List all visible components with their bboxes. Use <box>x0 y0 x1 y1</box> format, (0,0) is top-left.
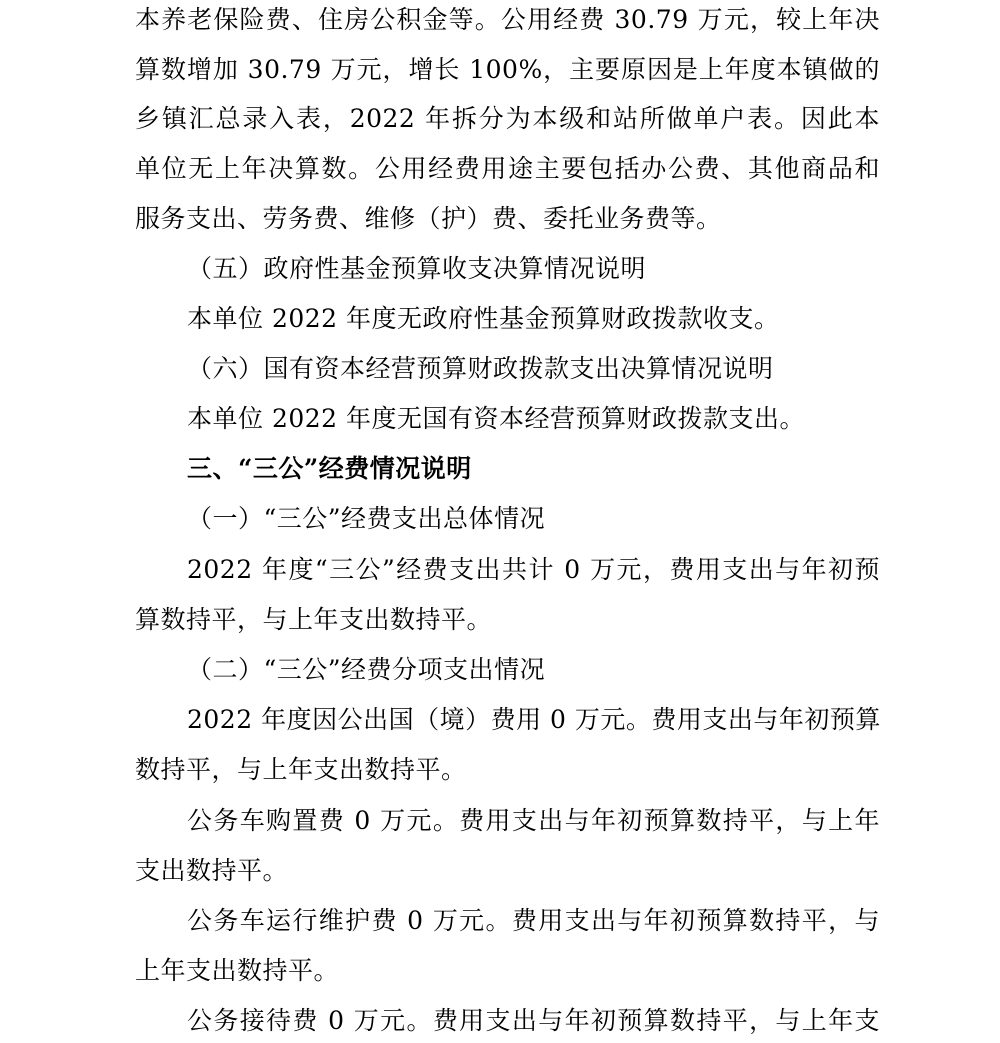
paragraph-line: 服务支出、劳务费、维修（护）费、委托业务费等。 <box>135 204 722 233</box>
paragraph-line: 乡镇汇总录入表，2022 年拆分为本级和站所做单户表。因此本 <box>135 104 880 133</box>
paragraph-line: 上年支出数持平。 <box>135 956 340 985</box>
paragraph-line: 2022 年度因公出国（境）费用 0 万元。费用支出与年初预算 <box>187 705 881 734</box>
paragraph-line: 算数增加 30.79 万元，增长 100%，主要原因是上年度本镇做的 <box>135 55 880 84</box>
paragraph-line: 算数持平，与上年支出数持平。 <box>135 605 493 634</box>
paragraph-line: 数持平，与上年支出数持平。 <box>135 755 467 784</box>
paragraph-line: 本单位 2022 年度无国有资本经营预算财政拨款支出。 <box>187 404 806 433</box>
section-heading-5: （五）政府性基金预算收支决算情况说明 <box>187 254 647 283</box>
chapter-heading-3: 三、“三公”经费情况说明 <box>187 454 472 483</box>
paragraph-line: 本养老保险费、住房公积金等。公用经费 30.79 万元，较上年决 <box>135 5 880 34</box>
paragraph-line: 本单位 2022 年度无政府性基金预算财政拨款收支。 <box>187 304 780 333</box>
paragraph-line: 公务车运行维护费 0 万元。费用支出与年初预算数持平，与 <box>187 906 880 935</box>
paragraph-line: 2022 年度“三公”经费支出共计 0 万元，费用支出与年初预 <box>187 555 880 584</box>
paragraph-line: 单位无上年决算数。公用经费用途主要包括办公费、其他商品和 <box>135 154 880 183</box>
section-heading-6: （六）国有资本经营预算财政拨款支出决算情况说明 <box>187 354 774 383</box>
paragraph-line: 公务接待费 0 万元。费用支出与年初预算数持平，与上年支 <box>187 1006 880 1035</box>
subsection-heading-1: （一）“三公”经费支出总体情况 <box>187 504 546 533</box>
paragraph-line: 公务车购置费 0 万元。费用支出与年初预算数持平，与上年 <box>187 806 880 835</box>
subsection-heading-2: （二）“三公”经费分项支出情况 <box>187 655 546 684</box>
paragraph-line: 支出数持平。 <box>135 856 289 885</box>
